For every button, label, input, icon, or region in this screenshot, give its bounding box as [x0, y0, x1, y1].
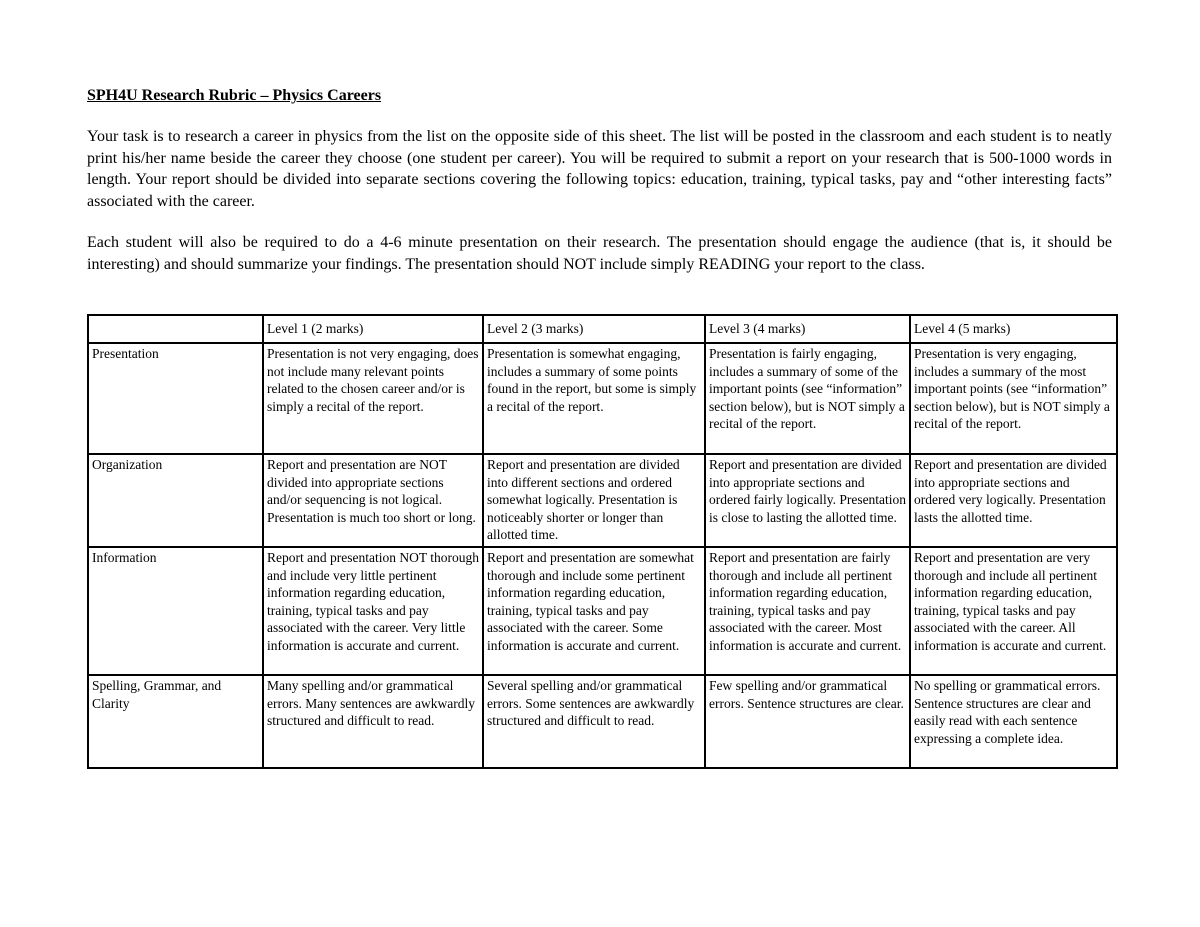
rubric-table — [87, 314, 1118, 769]
level-1-cell: Many spelling and/or grammatical errors. Many sentences are awkwardly structured and difficult to read. — [263, 675, 483, 768]
level-2-cell: Presentation is somewhat engaging, includes a summary of some points found in the report, but some is simply a recital of the report. — [483, 343, 705, 454]
level-1-cell: Presentation is not very engaging, does not include many relevant points related to the chosen career and/or is simply a recital of the report. — [263, 343, 483, 454]
level-2-cell: Several spelling and/or grammatical errors. Some sentences are awkwardly structured and difficult to read. — [483, 675, 705, 768]
level-4-cell: Report and presentation are very thorough and include all pertinent information regarding education, training, typical tasks and pay associated with the career. All information is accurate and current. — [910, 547, 1117, 675]
rubric-row-organization — [88, 454, 1117, 547]
level-1-cell: Report and presentation NOT thorough and include very little pertinent information regarding education, training, typical tasks and pay associated with the career. Very little information is accurate and current. — [263, 547, 483, 675]
level-4-cell: No spelling or grammatical errors. Sentence structures are clear and easily read with each sentence expressing a complete idea. — [910, 675, 1117, 768]
criterion-cell: Spelling, Grammar, and Clarity — [88, 675, 263, 768]
rubric-row-presentation — [88, 343, 1117, 454]
level-3-cell: Report and presentation are divided into appropriate sections and ordered fairly logically. Presentation is close to lasting the allotted time. — [705, 454, 910, 547]
document-title: SPH4U Research Rubric – Physics Careers — [87, 87, 382, 104]
instructions-paragraph-1: Your task is to research a career in physics from the list on the opposite side of this sheet. The list will be posted in the classroom and each student is to neatly print his/her name beside the career they choose (one student per career). You will be required to submit a report on your research that is 500-1000 words in length. Your report should be divided into separate sections covering the following topics: education, training, typical tasks, pay and “other interesting facts” associated with the career. — [87, 128, 1112, 210]
level-2-cell: Report and presentation are somewhat thorough and include some pertinent information regarding education, training, typical tasks and pay associated with the career. Some information is accurate and current. — [483, 547, 705, 675]
level-2-cell: Report and presentation are divided into different sections and ordered somewhat logically. Presentation is noticeably shorter or longer than allotted time. — [483, 454, 705, 547]
header-cell-level-1: Level 1 (2 marks) — [263, 315, 483, 343]
instructions-paragraph-2: Each student will also be required to do a 4-6 minute presentation on their research. The presentation should engage the audience (that is, it should be interesting) and should summarize your findings. The presentation should NOT include simply READING your report to the class. — [87, 234, 1112, 273]
rubric-header-row — [88, 315, 1117, 343]
level-3-cell: Report and presentation are fairly thorough and include all pertinent information regarding education, training, typical tasks and pay associated with the career. Most information is accurate and current. — [705, 547, 910, 675]
level-4-cell: Report and presentation are divided into appropriate sections and ordered very logically. Presentation lasts the allotted time. — [910, 454, 1117, 547]
level-3-cell: Few spelling and/or grammatical errors. Sentence structures are clear. — [705, 675, 910, 768]
header-cell-level-2: Level 2 (3 marks) — [483, 315, 705, 343]
header-cell-criterion — [88, 315, 263, 343]
header-cell-level-3: Level 3 (4 marks) — [705, 315, 910, 343]
criterion-cell: Presentation — [88, 343, 263, 454]
rubric-row-information — [88, 547, 1117, 675]
level-1-cell: Report and presentation are NOT divided into appropriate sections and/or sequencing is not logical. Presentation is much too short or long. — [263, 454, 483, 547]
criterion-cell: Organization — [88, 454, 263, 547]
criterion-cell: Information — [88, 547, 263, 675]
header-cell-level-4: Level 4 (5 marks) — [910, 315, 1117, 343]
level-4-cell: Presentation is very engaging, includes a summary of the most important points (see “information” section below), but is NOT simply a recital of the report. — [910, 343, 1117, 454]
level-3-cell: Presentation is fairly engaging, includes a summary of some of the important points (see “information” section below), but is NOT simply a recital of the report. — [705, 343, 910, 454]
rubric-row-spelling-grammar-clarity — [88, 675, 1117, 768]
